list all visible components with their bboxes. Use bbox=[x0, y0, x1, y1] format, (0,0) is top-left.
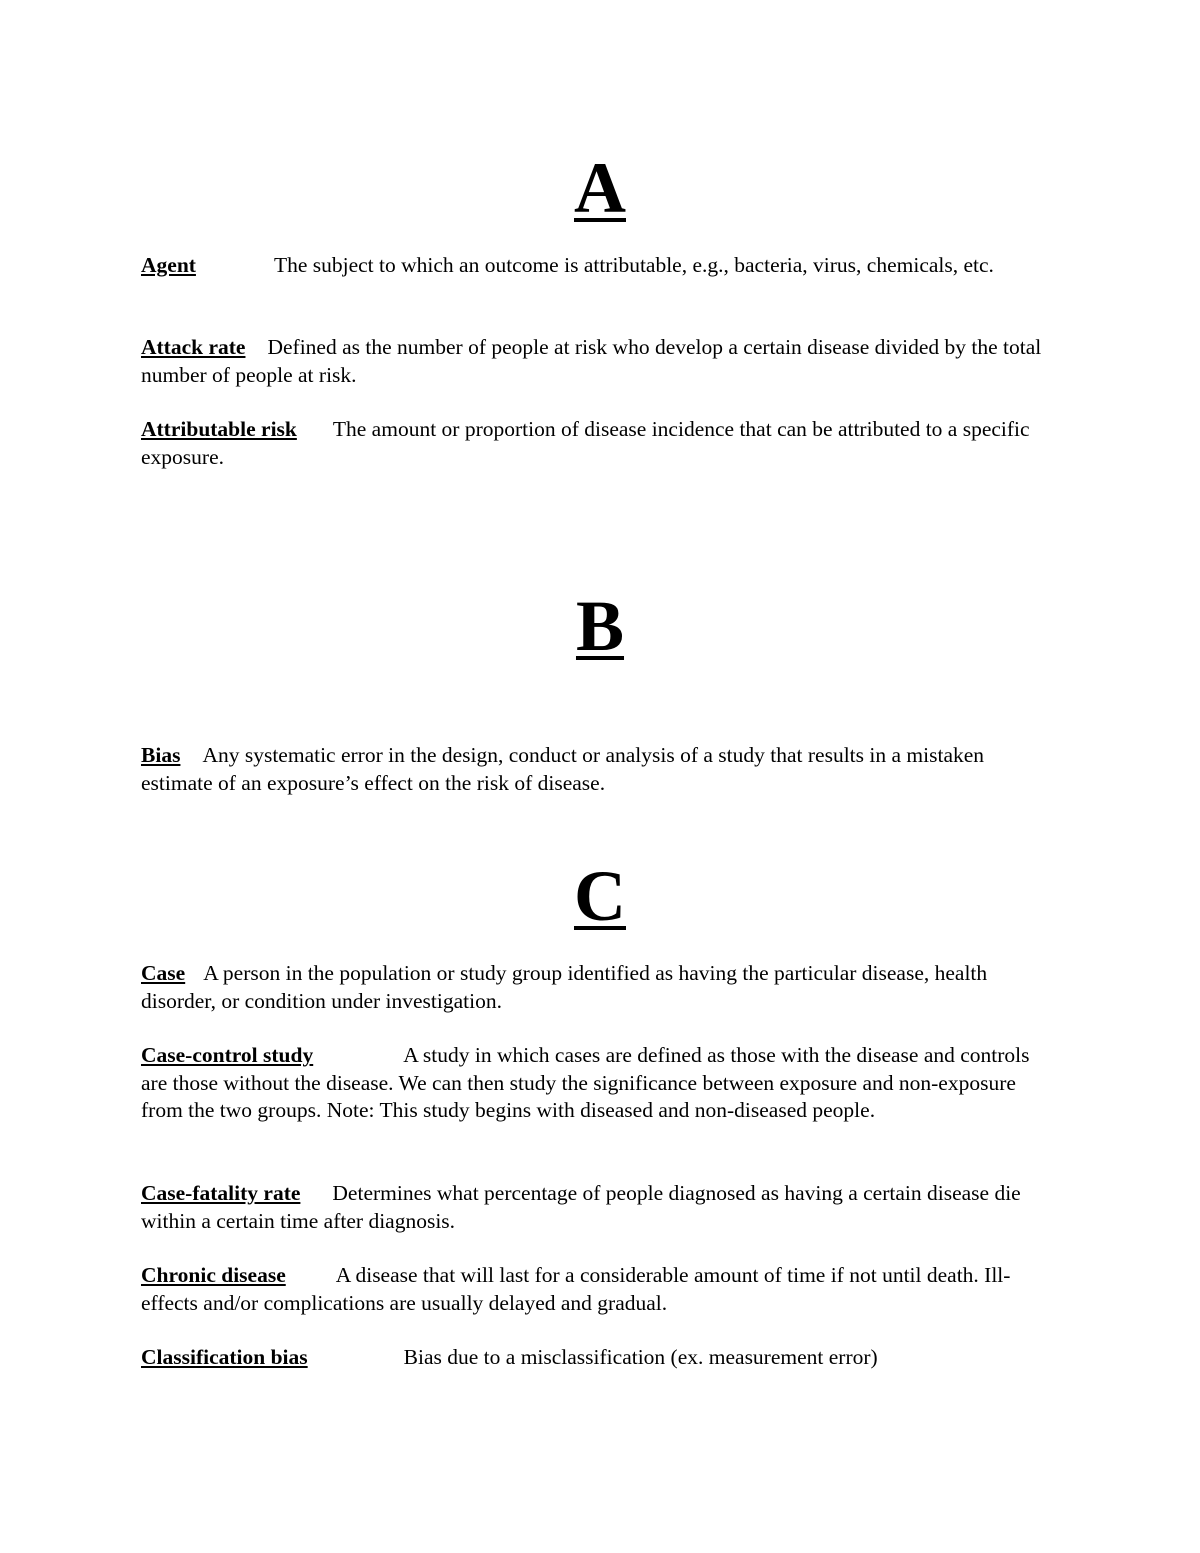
term-case: Case bbox=[141, 961, 186, 985]
definition-agent: The subject to which an outcome is attributable, e.g., bacteria, virus, chemicals, etc. bbox=[273, 253, 994, 277]
definition-case: A person in the population or study group identified as having the particular disease, health disorder, or condition under investigation. bbox=[141, 961, 988, 1013]
glossary-entry-case bbox=[141, 960, 1061, 1015]
term-chronic-disease: Chronic disease bbox=[141, 1263, 286, 1287]
term-case-fatality-rate: Case-fatality rate bbox=[141, 1181, 301, 1205]
glossary-entry-classification-bias bbox=[141, 1344, 1061, 1372]
definition-chronic-disease: A disease that will last for a considerable amount of time if not until death. Ill-effects and/or complications are usually delayed and gradual. bbox=[141, 1263, 1011, 1315]
term-case-control-study: Case-control study bbox=[141, 1043, 314, 1067]
term-agent: Agent bbox=[141, 253, 196, 277]
glossary-entry-attack-rate bbox=[141, 334, 1061, 389]
definition-classification-bias: Bias due to a misclassification (ex. measurement error) bbox=[403, 1345, 878, 1369]
glossary-entry-chronic-disease bbox=[141, 1262, 1061, 1317]
glossary-entry-agent bbox=[141, 252, 1061, 280]
definition-bias: Any systematic error in the design, conduct or analysis of a study that results in a mistaken estimate of an exposure’s effect on the risk of disease. bbox=[141, 743, 985, 795]
term-bias: Bias bbox=[141, 743, 181, 767]
glossary-entry-attributable-risk bbox=[141, 416, 1061, 471]
definition-case-control-study: A study in which cases are defined as those with the disease and controls are those without the disease. We can then study the significance between exposure and non-exposure from the two groups. Note: This study begins with diseased and non-diseased people. bbox=[141, 1043, 1030, 1122]
section-heading-b: B bbox=[575, 586, 625, 666]
section-heading-c: C bbox=[574, 856, 626, 936]
glossary-entry-bias bbox=[141, 742, 1061, 797]
term-attributable-risk: Attributable risk bbox=[141, 417, 297, 441]
glossary-entry-case-fatality-rate bbox=[141, 1180, 1061, 1235]
definition-case-fatality-rate: Determines what percentage of people diagnosed as having a certain disease die within a certain time after diagnosis. bbox=[141, 1181, 1021, 1233]
definition-attributable-risk: The amount or proportion of disease incidence that can be attributed to a specific exposure. bbox=[141, 417, 1030, 469]
definition-attack-rate: Defined as the number of people at risk who develop a certain disease divided by the total number of people at risk. bbox=[141, 335, 1042, 387]
glossary-entry-case-control-study bbox=[141, 1042, 1061, 1125]
section-heading-a: A bbox=[574, 148, 626, 228]
term-classification-bias: Classification bias bbox=[141, 1345, 308, 1369]
term-attack-rate: Attack rate bbox=[141, 335, 246, 359]
